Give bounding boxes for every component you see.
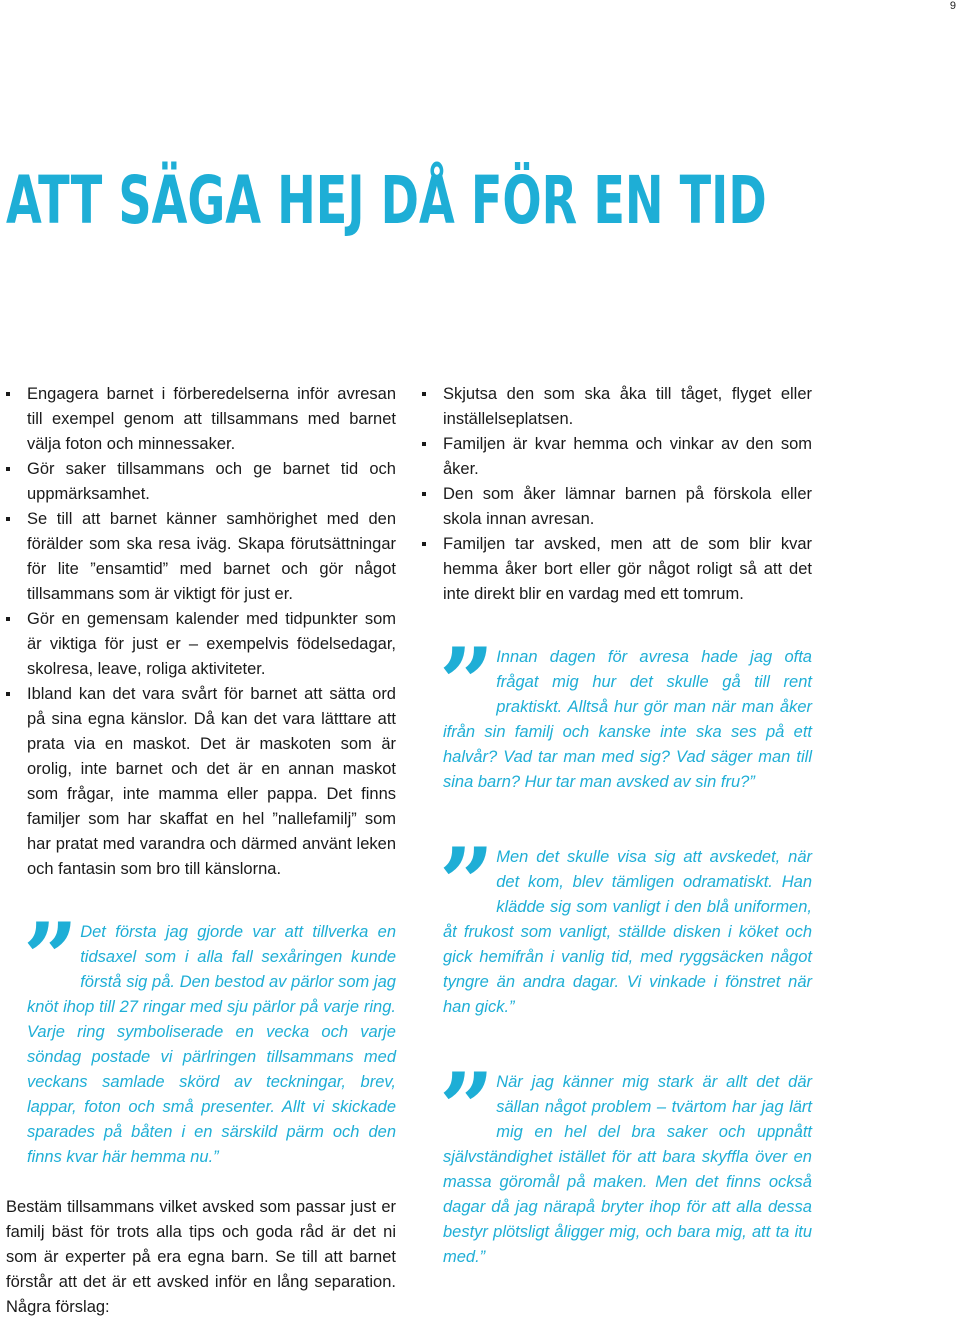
square-bullet-icon (6, 692, 10, 696)
quote-text: Innan dagen för avresa hade jag ofta frågat mig hur det skulle gå till rent praktiskt. Alltså hur gör man när man åker ifrån sin familj och kanske inte ska ses på ett halvår? Vad tar man med sig? Vad säger man till sina barn? Hur tar man avsked av sin fru?” (443, 648, 812, 791)
list-item (422, 432, 812, 482)
right-bullet-list (422, 382, 812, 607)
list-item-text: Den som åker lämnar barnen på förskola eller skola innan avresan. (443, 485, 812, 528)
left-column (6, 382, 396, 1337)
list-item-text: Ibland kan det vara svårt för barnet att sätta ord på sina egna känslor. Då kan det vara lätttare att prata via en maskot. Det är maskoten som är orolig, inte barnet och det är en annan maskot som frågar, inte mamma eller pappa. Det finns familjer som har skaffat en hel ”nallefamilj” som har pratat med varandra och därmed använt leken och fantasin som bro till känslorna. (27, 685, 396, 878)
square-bullet-icon (422, 442, 426, 446)
list-item-text: Gör saker tillsammans och ge barnet tid och uppmärksamhet. (27, 460, 396, 503)
pull-quote (439, 827, 812, 1020)
list-item-text: Se till att barnet känner samhörighet med den förälder som ska resa iväg. Skapa förutsättningar för lite ”ensamtid” med barnet och gör något tillsammans som är viktigt för just er. (27, 510, 396, 603)
quote-text: När jag känner mig stark är allt det där sällan något problem – tvärtom har jag lärt mig en hel del bra saker och uppnått självständighet istället för att bara skyffla över en massa göromål på maken. Men det finns också dagar då jag närapå bryter ihop för att alla dessa bestyr plötsligt åligger mig, och bara mig, att ta itu med.” (443, 1073, 812, 1266)
square-bullet-icon (6, 392, 10, 396)
quote-mark-icon: ” (439, 1052, 487, 1165)
pull-quote (439, 1052, 812, 1270)
list-item-text: Gör en gemensam kalender med tidpunkter som är viktiga för just er – exempelvis födelsedagar, skolresa, leave, roliga aktiviteter. (27, 610, 396, 678)
list-item (6, 382, 396, 457)
square-bullet-icon (422, 492, 426, 496)
pull-quote (23, 902, 396, 1170)
square-bullet-icon (6, 517, 10, 521)
quote-text: Men det skulle visa sig att avskedet, när det kom, blev tämligen odramatiskt. Han klädde sig som vanligt i den blå uniformen, åt frukost som vanligt, ställde disken i köket och gick hemifrån i vanlig tid, med ryggsäcken något tyngre än andra dagar. Vi vinkade i fönstret när han gick.” (443, 848, 812, 1016)
square-bullet-icon (6, 617, 10, 621)
list-item-text: Engagera barnet i förberedelserna inför avresan till exempel genom att tillsammans med barnet välja foton och minnessaker. (27, 385, 396, 453)
closing-paragraph: Bestäm tillsammans vilket avsked som passar just er familj bäst för trots alla tips och goda råd är det ni som är experter på era egna barn. Se till att barnet förstår att det är ett avsked inför en lång separation. Några förslag: (6, 1198, 396, 1316)
list-item (6, 607, 396, 682)
list-item (6, 507, 396, 607)
square-bullet-icon (422, 542, 426, 546)
square-bullet-icon (6, 467, 10, 471)
list-item-text: Familjen är kvar hemma och vinkar av den som åker. (443, 435, 812, 478)
pull-quote (439, 627, 812, 795)
list-item (422, 382, 812, 432)
quote-mark-icon: ” (23, 902, 71, 1015)
square-bullet-icon (422, 392, 426, 396)
list-item-text: Familjen tar avsked, men att de som blir kvar hemma åker bort eller gör något roligt så att det inte direkt blir en vardag med ett tomrum. (443, 535, 812, 603)
right-column (422, 382, 812, 1270)
page-title: ATT SÄGA HEJ DÅ FÖR EN TID (6, 162, 767, 239)
list-item (422, 532, 812, 607)
quote-mark-icon: ” (439, 827, 487, 940)
list-item (422, 482, 812, 532)
list-item (6, 682, 396, 882)
list-item-text: Skjutsa den som ska åka till tåget, flyget eller inställelseplatsen. (443, 385, 812, 428)
list-item (6, 457, 396, 507)
quote-mark-icon: ” (439, 627, 487, 740)
page-number: 9 (949, 0, 956, 12)
quote-text: Det första jag gjorde var att tillverka en tidsaxel som i alla fall sexåringen kunde förstå sig på. Den bestod av pärlor som jag knöt ihop till 27 ringar med sju pärlor på varje ring. Varje ring symboliserade en vecka och varje söndag postade vi pärlringen tillsammans med veckans samlade skörd av teckningar, brev, lappar, foton och små presenter. Allt vi skickade sparades på båten i en särskild pärm och den finns kvar här hemma nu.” (27, 923, 396, 1166)
left-bullet-list (6, 382, 396, 882)
